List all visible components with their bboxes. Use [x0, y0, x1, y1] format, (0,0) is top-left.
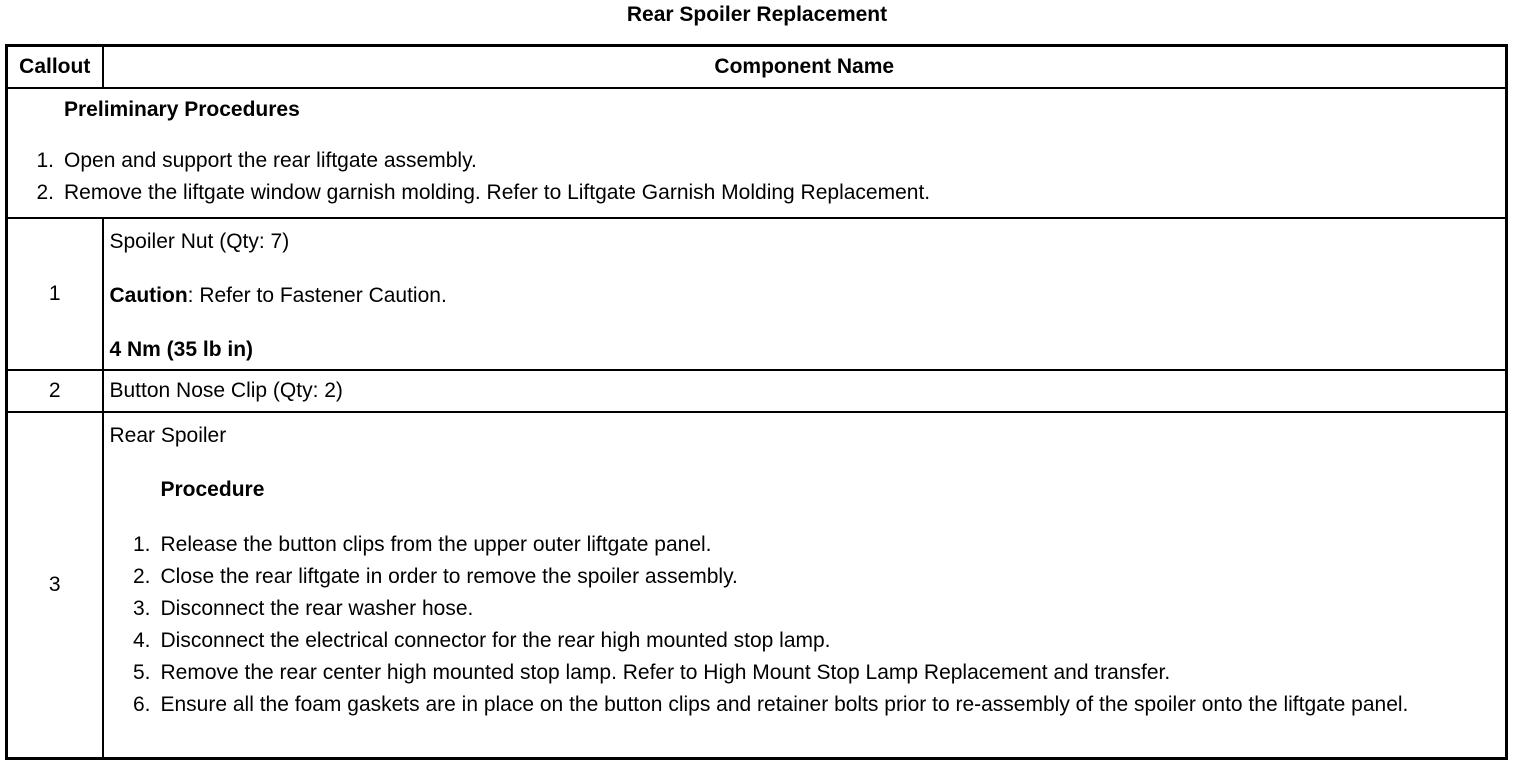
- step-text: Disconnect the electrical connector for the rear high mounted stop lamp.: [160, 629, 831, 652]
- component-name: Spoiler Nut (Qty: 7): [109, 230, 290, 253]
- step-number: 3.: [132, 597, 151, 620]
- preliminary-cell: [7, 88, 1507, 218]
- table-row: [7, 412, 1507, 759]
- step-text: Remove the liftgate window garnish molding. Refer to Liftgate Garnish Molding Replacement.: [64, 181, 931, 204]
- step-number: 5.: [132, 661, 151, 684]
- step-number: 6.: [132, 693, 151, 716]
- step-text: Open and support the rear liftgate assembly.: [64, 149, 477, 172]
- step-number: 1.: [36, 149, 54, 172]
- preliminary-steps: [8, 145, 1505, 209]
- component-name: Rear Spoiler: [109, 424, 227, 447]
- list-item: [110, 593, 1506, 625]
- step-number: 4.: [132, 629, 151, 652]
- parts-table: [5, 44, 1508, 760]
- step-text: Release the button clips from the upper outer liftgate panel.: [160, 533, 712, 556]
- step-text: Ensure all the foam gaskets are in place on the button clips and retainer bolts prior to re-assembly of the spoiler onto the liftgate panel.: [160, 693, 1409, 716]
- list-item: [110, 625, 1506, 657]
- list-item: [110, 689, 1506, 721]
- component-name: Button Nose Clip (Qty: 2): [109, 379, 343, 402]
- caution-text: : Refer to Fastener Caution.: [187, 284, 447, 307]
- step-number: 2.: [132, 565, 151, 588]
- table-row: [7, 370, 1507, 412]
- table-row: [7, 218, 1507, 370]
- callout-cell: 1: [7, 218, 103, 370]
- step-number: 1.: [132, 533, 151, 556]
- torque-spec: [110, 335, 1506, 365]
- caution-label: Caution: [109, 284, 188, 307]
- list-item: [8, 145, 1505, 177]
- component-cell: [103, 370, 1507, 412]
- callout-column-header: Callout: [7, 46, 103, 89]
- caution-note: [110, 281, 1506, 311]
- list-item: [110, 561, 1506, 593]
- component-cell: [103, 218, 1507, 370]
- step-text: Remove the rear center high mounted stop lamp. Refer to High Mount Stop Lamp Replacement and transfer.: [160, 661, 1171, 684]
- procedure-heading: Procedure: [160, 478, 265, 501]
- procedure-steps: [110, 529, 1506, 721]
- list-item: [8, 177, 1505, 209]
- list-item: [110, 529, 1506, 561]
- preliminary-heading: Preliminary Procedures: [64, 98, 300, 121]
- preliminary-row: [7, 88, 1507, 218]
- step-number: 2.: [36, 181, 54, 204]
- callout-cell: 3: [7, 412, 103, 759]
- list-item: [110, 657, 1506, 689]
- callout-cell: 2: [7, 370, 103, 412]
- torque-value: 4 Nm (35 lb in): [109, 338, 254, 361]
- page-title: Rear Spoiler Replacement: [626, 3, 888, 26]
- step-text: Disconnect the rear washer hose.: [160, 597, 474, 620]
- component-cell: [103, 412, 1507, 759]
- table-header-row: [7, 46, 1507, 89]
- step-text: Close the rear liftgate in order to remove the spoiler assembly.: [160, 565, 738, 588]
- component-column-header: Component Name: [103, 46, 1507, 89]
